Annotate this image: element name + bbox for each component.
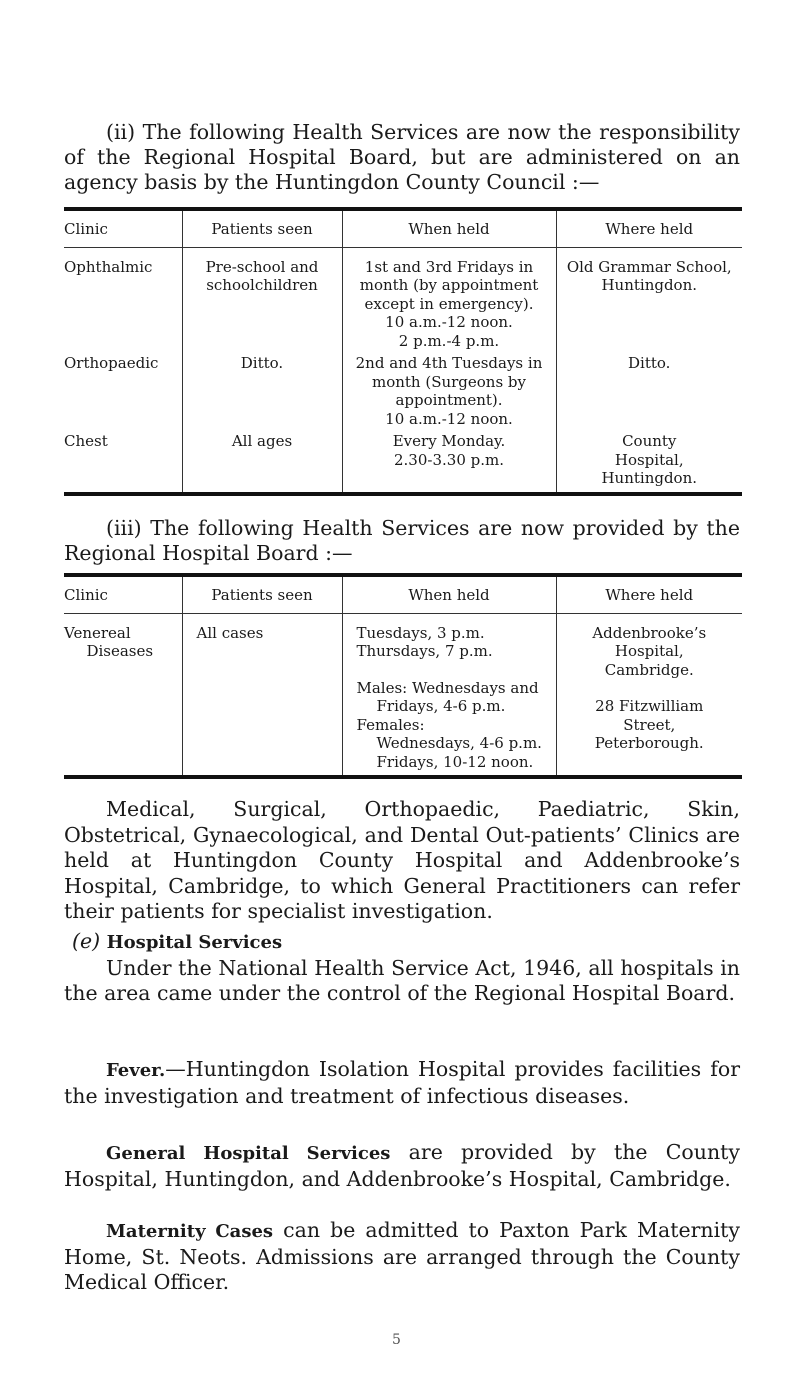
when-cell: Tuesdays, 3 p.m. Thursdays, 7 p.m. Males: Wednesdays and Fridays, 4-6 p.m. Females: Wednesdays, 4-6 p.m. Fridays, 10-12 noon.: [342, 613, 556, 775]
table-row: [64, 354, 742, 432]
maternity-heading: Maternity Cases: [106, 1221, 274, 1242]
table2-header-where: Where held: [556, 577, 742, 613]
table1-header-when: When held: [342, 211, 556, 247]
maternity-paragraph: [64, 1218, 740, 1296]
where-cell: Addenbrooke’s Hospital, Cambridge. 28 Fitzwilliam Street, Peterborough.: [556, 613, 742, 775]
table2-header-clinic: Clinic: [64, 577, 182, 613]
patients-cell: All ages: [182, 432, 342, 492]
patients-cell: Ditto.: [182, 354, 342, 432]
fever-paragraph: [64, 1057, 740, 1109]
patients-cell: Pre-school and schoolchildren: [182, 247, 342, 354]
clinic-cell: Orthopaedic: [64, 354, 159, 372]
page-number: 5: [392, 1332, 401, 1348]
section-e: [64, 929, 740, 1007]
clinic-cell: Ophthalmic: [64, 257, 153, 276]
general-hospital-paragraph: [64, 1140, 740, 1192]
patients-cell: All cases: [182, 613, 342, 775]
intro-ii-paragraph: (ii) The following Health Services are now the responsibility of the Regional Hospital Board, but are administered on an agency basis by the Huntingdon County Council :—: [64, 120, 740, 194]
agency-services-table: [64, 207, 742, 496]
regional-board-services-table: [64, 573, 742, 779]
table2-header-when: When held: [342, 577, 556, 613]
general-heading: General Hospital Services: [106, 1143, 391, 1164]
clinic-cell: Chest: [64, 432, 108, 450]
table1-header-clinic: Clinic: [64, 211, 182, 247]
clinic-cell: Venereal Diseases: [64, 623, 154, 660]
table1-header-patients: Patients seen: [182, 211, 342, 247]
outpatients-paragraph: Medical, Surgical, Orthopaedic, Paediatric, Skin, Obstetrical, Gynaecological, and Dental Out-patients’ Clinics are held at Huntingdon County Hospital and Addenbrooke’s Hospital, Cambridge, to which General Practitioners can refer their patients for specialist investigation.: [64, 797, 740, 923]
table-row: [64, 432, 742, 492]
section-e-heading: Hospital Services: [106, 932, 283, 953]
intro-iii-paragraph: (iii) The following Health Services are now provided by the Regional Hospital Board :—: [64, 516, 740, 565]
table1-header-where: Where held: [556, 211, 742, 247]
when-cell: 2nd and 4th Tuesdays in month (Surgeons by appointment). 10 a.m.-12 noon.: [342, 354, 556, 432]
fever-heading: Fever.: [106, 1060, 166, 1081]
when-cell: 1st and 3rd Fridays in month (by appointment except in emergency). 10 a.m.-12 noon. 2 p.m.-4 p.m.: [342, 247, 556, 354]
where-cell: County Hospital, Huntingdon.: [556, 432, 742, 492]
general-text: are provided by the County Hospital, Huntingdon, and Addenbrooke’s Hospital, Cambridge.: [64, 1140, 741, 1191]
section-e-text: Under the National Health Service Act, 1946, all hospitals in the area came under the control of the Regional Hospital Board.: [64, 955, 740, 1005]
table-row: [64, 613, 742, 775]
maternity-text: can be admitted to Paxton Park Maternity Home, St. Neots. Admissions are arranged through the County Medical Officer.: [64, 1218, 740, 1294]
fever-text: —Huntingdon Isolation Hospital provides facilities for the investigation and treatment of infectious diseases.: [64, 1057, 740, 1108]
table-row: [64, 247, 742, 354]
table2-header-patients: Patients seen: [182, 577, 342, 613]
section-e-label: (e): [72, 929, 101, 953]
when-cell: Every Monday. 2.30-3.30 p.m.: [342, 432, 556, 492]
where-cell: Old Grammar School, Huntingdon.: [556, 247, 742, 354]
where-cell: Ditto.: [556, 354, 742, 432]
